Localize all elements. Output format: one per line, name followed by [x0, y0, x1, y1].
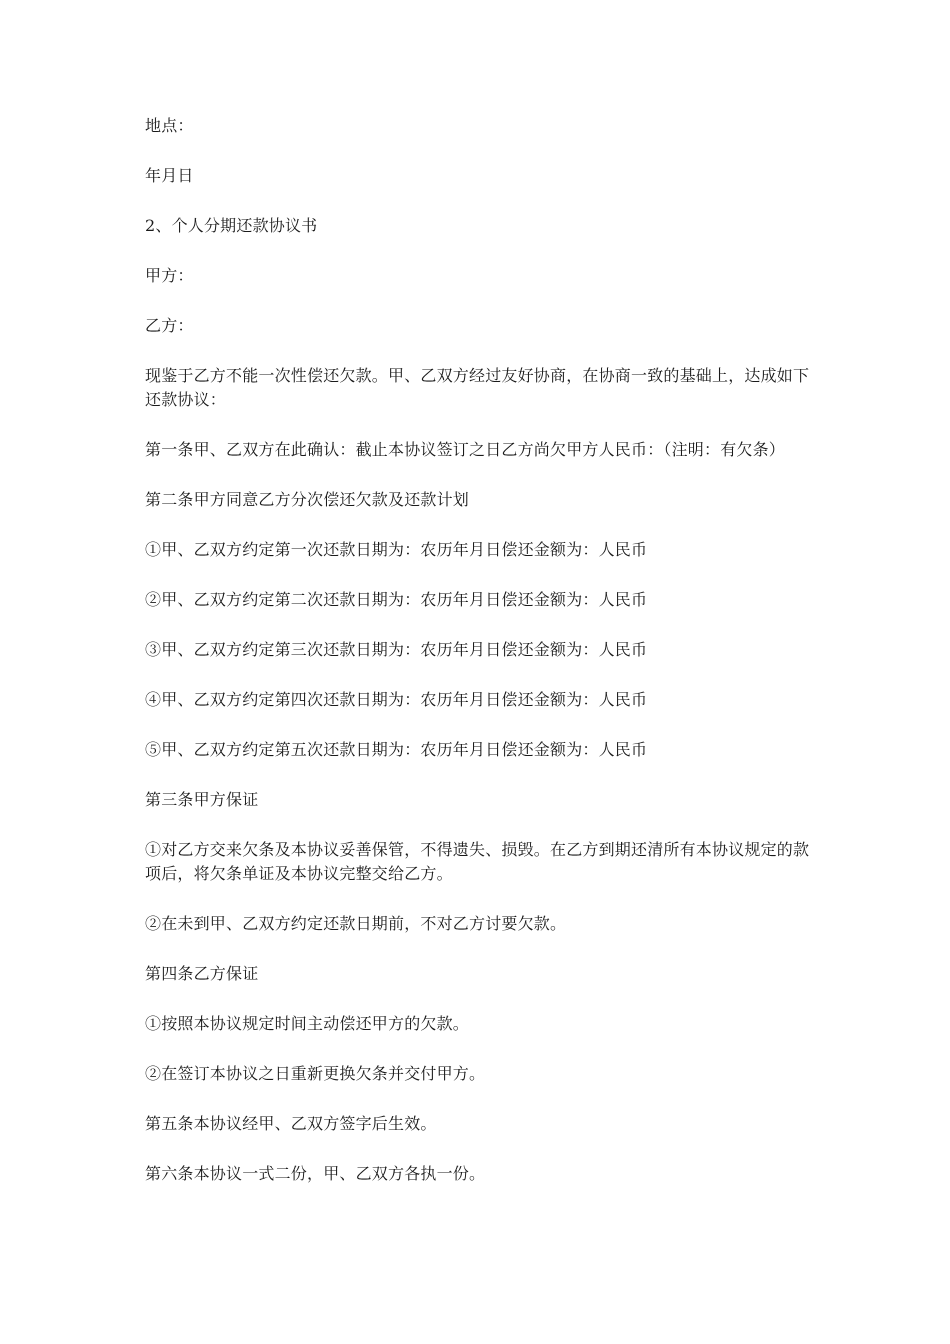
article-1-paragraph: 第一条甲、乙双方在此确认：截止本协议签订之日乙方尚欠甲方人民币：（注明：有欠条） [145, 440, 786, 459]
article-3-heading: 第三条甲方保证 [145, 790, 259, 809]
article-4-item-1: ①按照本协议规定时间主动偿还甲方的欠款。 [145, 1014, 470, 1033]
location-line: 地点： [145, 116, 194, 135]
article-3-item-1: ①对乙方交来欠条及本协议妥善保管，不得遗失、损毁。在乙方到期还清所有本协议规定的款项后，将欠条单证及本协议完整交给乙方。 [145, 840, 810, 883]
article-4-heading: 第四条乙方保证 [145, 964, 259, 983]
date-line: 年月日 [145, 166, 194, 185]
section-title: 2、个人分期还款协议书 [145, 216, 318, 235]
party-b-line: 乙方： [145, 316, 194, 335]
preamble-paragraph: 现鉴于乙方不能一次性偿还欠款。甲、乙双方经过友好协商，在协商一致的基础上，达成如下还款协议： [145, 366, 810, 409]
installment-5-line: ⑤甲、乙双方约定第五次还款日期为：农历年月日偿还金额为：人民币 [145, 740, 648, 759]
installment-3-line: ③甲、乙双方约定第三次还款日期为：农历年月日偿还金额为：人民币 [145, 640, 648, 659]
article-2-heading: 第二条甲方同意乙方分次偿还欠款及还款计划 [145, 490, 470, 509]
document-page [145, 114, 815, 1212]
installment-1-line: ①甲、乙双方约定第一次还款日期为：农历年月日偿还金额为：人民币 [145, 540, 648, 559]
party-a-line: 甲方： [145, 266, 194, 285]
article-6-paragraph: 第六条本协议一式二份，甲、乙双方各执一份。 [145, 1164, 486, 1183]
article-3-item-2: ②在未到甲、乙双方约定还款日期前，不对乙方讨要欠款。 [145, 914, 567, 933]
article-4-item-2: ②在签订本协议之日重新更换欠条并交付甲方。 [145, 1064, 486, 1083]
installment-2-line: ②甲、乙双方约定第二次还款日期为：农历年月日偿还金额为：人民币 [145, 590, 648, 609]
article-5-paragraph: 第五条本协议经甲、乙双方签字后生效。 [145, 1114, 437, 1133]
installment-4-line: ④甲、乙双方约定第四次还款日期为：农历年月日偿还金额为：人民币 [145, 690, 648, 709]
